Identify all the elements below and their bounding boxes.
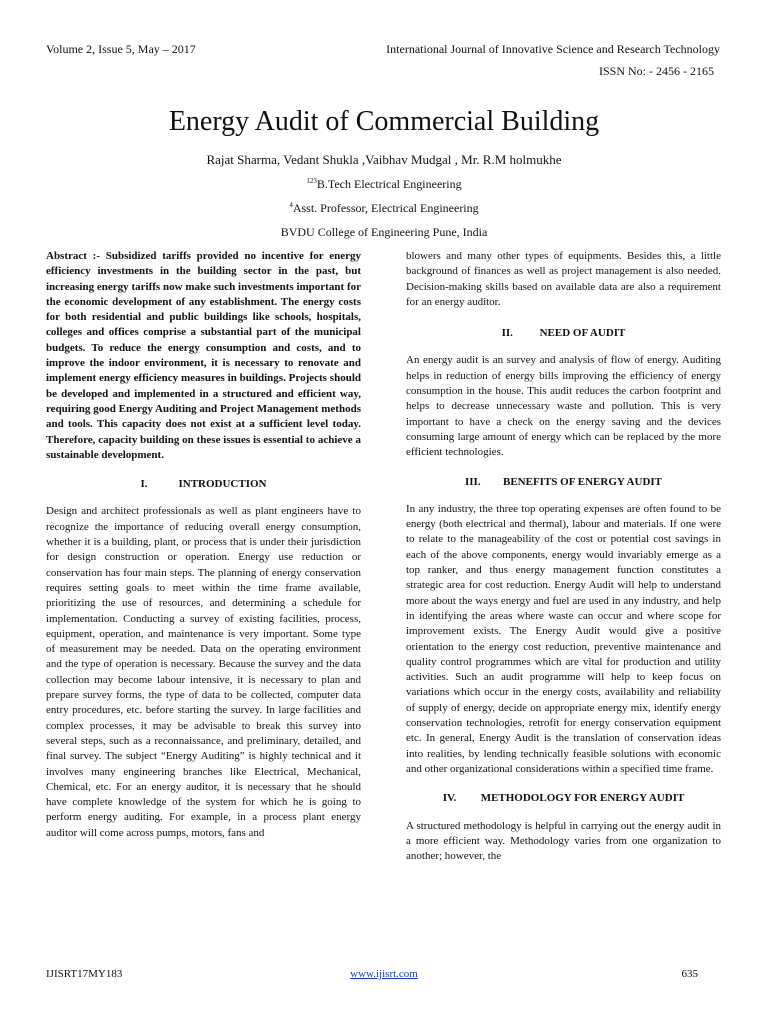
- journal-website-link[interactable]: www.ijisrt.com: [350, 968, 418, 980]
- affiliation-2: $^4$Asst. Professor, Electrical Engineering: [289, 201, 479, 215]
- section-heading-need-of-audit: II. NEED OF AUDIT: [501, 327, 626, 340]
- section-heading-methodology: IV. METHODOLOGY FOR ENERGY AUDIT: [442, 792, 685, 805]
- benefits-body: In any industry, the three top operating expenses are often found to be energy (both electrical and thermal), labour and materials. If one were to relate to the manageability of the cost or potential cost savings in each of the above components, energy would invariably emerge as a top ranker, and thus energy management function constitutes a strategic area for cost reduction. Energy Audit will help to understand more about the ways energy and fuel are used in any industry, and help in identifying the areas where waste can occur and where scope for improvement exists. The Energy Audit would give a positive orientation to the energy cost reduction, preventive maintenance and quality control programmes which are vital for production and utility activities. Such an audit programme will help to keep focus on variations which occur in the energy costs, availability and reliability of supply of energy, decide on appropriate energy mix, identify energy conservation technologies, retrofit for energy conservation equipment etc. In general, Energy Audit is the translation of conservation ideas into realities, by lending technically feasible solutions with economic and other organizational considerations within a specified time frame.: [406, 502, 721, 775]
- right-column: [406, 249, 721, 864]
- page-number: 635: [681, 968, 698, 980]
- footer-link-wrapper: [0, 968, 768, 980]
- left-column: [46, 249, 361, 841]
- paper-title: Energy Audit of Commercial Building: [168, 106, 600, 137]
- abstract: Abstract :- Subsidized tariffs provided no incentive for energy efficiency investments in the building sector in the past, but increasing energy tariffs now make such investments important for the economic development of any establishment. The energy costs for both residential and public buildings like schools, hospitals, colleges and offices comprise a substantial part of the municipal budgets. To reduce the energy consumption and costs, and to improve the indoor environment, it is necessary to renovate and implement energy efficiency measures in buildings. Projects should be developed and implemented in a structured and efficient way, requiring good Energy Auditing and Project Management methods and tools. This capacity does not exist at a sufficient level today. Therefore, capacity building on these issues is essential to achieve a sustainable development.: [46, 250, 361, 461]
- affiliation-3: BVDU College of Engineering Pune, India: [280, 225, 488, 239]
- journal-issn: ISSN No: - 2456 - 2165: [598, 64, 714, 78]
- affiliation-1: $^{123}$B.Tech Electrical Engineering: [306, 177, 462, 191]
- paper-id: IJISRT17MY183: [46, 968, 123, 980]
- journal-name: International Journal of Innovative Science and Research Technology: [386, 42, 720, 56]
- journal-volume: Volume 2, Issue 5, May – 2017: [46, 42, 196, 56]
- author-list: Rajat Sharma, Vedant Shukla ,Vaibhav Mudgal , Mr. R.M holmukhe: [206, 152, 562, 167]
- methodology-body: A structured methodology is helpful in carrying out the energy audit in a more efficient way. Methodology varies from one organization to another; however, the: [406, 819, 721, 863]
- section-heading-introduction: I. INTRODUCTION: [140, 478, 267, 491]
- section-heading-benefits: III. BENEFITS OF ENERGY AUDIT: [464, 475, 663, 488]
- introduction-continued: blowers and many other types of equipments. Besides this, a little background of finances as well as project management is also needed. Decision-making skills based on available data are also a requirement for an energy auditor.: [406, 250, 721, 308]
- introduction-body: Design and architect professionals as well as plant engineers have to recognize the importance of reducing overall energy consumption, whether it is a building, plant, or process that is under their jurisdiction for design construction or operation. Energy use reduction or conservation has four main steps. The planning of energy conservation requires setting goals to meet within the time frame available, prioritizing the use of resources, and determining a schedule for implementation. Conducting a survey of existing facilities, process, equipment, operation, and maintenance is very important. Some type of measurement may be needed. Data on the operating environment and the type of operation is necessary. Because the survey and the data collection may become labour intensive, it is necessary to plan and prepare survey forms, the type of data to be collected, computer data entry procedures, etc. before starting the survey. In large facilities and complex processes, it may be advisable to break this survey into several steps, such as a reconnaissance, and preliminary, detailed, and final survey. The subject “Energy Auditing” is highly technical and it involves many engineering branches like Electrical, Mechanical, Chemical, etc. For an energy auditor, it is necessary that he should have complete knowledge of the system for which he is going to perform energy auditing. For example, in a process plant energy auditor will come across pumps, motors, fans and: [46, 505, 361, 839]
- need-of-audit-body: An energy audit is an survey and analysis of flow of energy. Auditing helps in reduction of energy bills improving the efficiency of energy consumption in the house. This audit reduces the carbon footprint and helps to decrease unnecessary waste and pollution. This is very important to have a check on the energy saving and the devices consuming large amount of energy which can be replaced by the more efficient technologies.: [406, 354, 721, 459]
